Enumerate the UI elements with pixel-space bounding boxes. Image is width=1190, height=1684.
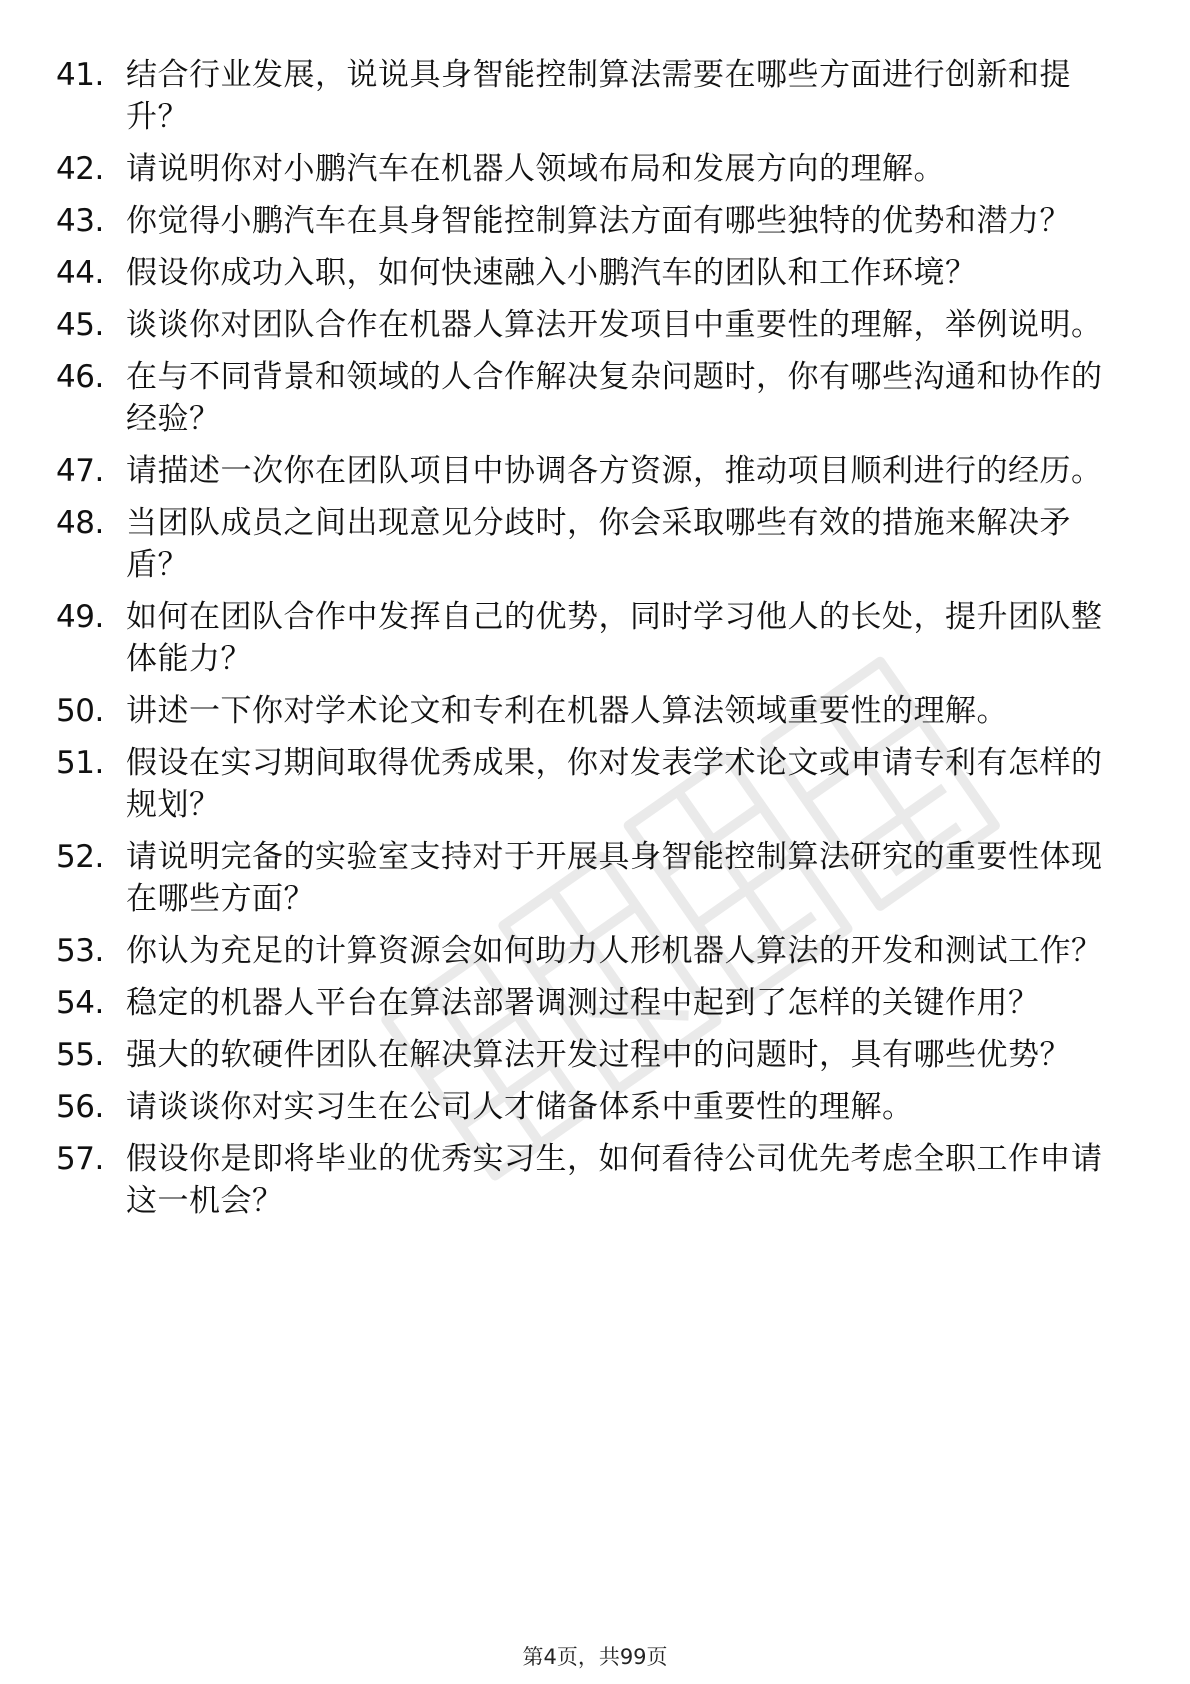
question-number: 49.: [56, 599, 104, 635]
question-number: 55.: [56, 1037, 104, 1073]
question-item: [56, 930, 1116, 972]
question-text: 强大的软硬件团队在解决算法开发过程中的问题时，具有哪些优势？: [126, 1037, 1071, 1073]
question-item: [56, 1138, 1116, 1222]
question-list: [56, 54, 1116, 1232]
question-text: 假设你成功入职，如何快速融入小鹏汽车的团队和工作环境？: [126, 255, 977, 291]
question-number: 50.: [56, 693, 104, 729]
question-number: 53.: [56, 933, 104, 969]
question-number: 45.: [56, 307, 104, 343]
question-text: 如何在团队合作中发挥自己的优势，同时学习他人的长处，提升团队整体能力？: [126, 599, 1103, 677]
question-number: 54.: [56, 985, 104, 1021]
question-text: 谈谈你对团队合作在机器人算法开发项目中重要性的理解，举例说明。: [126, 307, 1103, 343]
question-text: 稳定的机器人平台在算法部署调测过程中起到了怎样的关键作用？: [126, 985, 1040, 1021]
question-number: 57.: [56, 1141, 104, 1177]
question-item: [56, 200, 1116, 242]
question-number: 47.: [56, 453, 104, 489]
question-number: 42.: [56, 151, 104, 187]
question-text: 请描述一次你在团队项目中协调各方资源，推动项目顺利进行的经历。: [126, 453, 1103, 489]
question-item: [56, 982, 1116, 1024]
question-item: [56, 1086, 1116, 1128]
question-number: 52.: [56, 839, 104, 875]
question-item: [56, 502, 1116, 586]
question-number: 44.: [56, 255, 104, 291]
question-item: [56, 54, 1116, 138]
question-item: [56, 304, 1116, 346]
question-item: [56, 742, 1116, 826]
question-number: 41.: [56, 57, 104, 93]
question-number: 56.: [56, 1089, 104, 1125]
question-text: 讲述一下你对学术论文和专利在机器人算法领域重要性的理解。: [126, 693, 1008, 729]
question-text: 当团队成员之间出现意见分歧时，你会采取哪些有效的措施来解决矛盾？: [126, 505, 1071, 583]
question-text: 你认为充足的计算资源会如何助力人形机器人算法的开发和测试工作？: [126, 933, 1103, 969]
question-text: 你觉得小鹏汽车在具身智能控制算法方面有哪些独特的优势和潜力？: [126, 203, 1071, 239]
question-text: 假设你是即将毕业的优秀实习生，如何看待公司优先考虑全职工作申请这一机会？: [126, 1141, 1103, 1219]
question-item: [56, 836, 1116, 920]
question-item: [56, 356, 1116, 440]
question-item: [56, 690, 1116, 732]
question-number: 46.: [56, 359, 104, 395]
question-text: 请谈谈你对实习生在公司人才储备体系中重要性的理解。: [126, 1089, 914, 1125]
question-text: 结合行业发展，说说具身智能控制算法需要在哪些方面进行创新和提升？: [126, 57, 1071, 135]
page-number-footer: 第4页，共99页: [522, 1645, 668, 1669]
question-item: [56, 252, 1116, 294]
question-text: 请说明完备的实验室支持对于开展具身智能控制算法研究的重要性体现在哪些方面？: [126, 839, 1103, 917]
question-number: 43.: [56, 203, 104, 239]
question-text: 请说明你对小鹏汽车在机器人领域布局和发展方向的理解。: [126, 151, 945, 187]
question-text: 在与不同背景和领域的人合作解决复杂问题时，你有哪些沟通和协作的经验？: [126, 359, 1103, 437]
question-text: 假设在实习期间取得优秀成果，你对发表学术论文或申请专利有怎样的规划？: [126, 745, 1103, 823]
question-item: [56, 596, 1116, 680]
question-number: 51.: [56, 745, 104, 781]
question-item: [56, 148, 1116, 190]
question-number: 48.: [56, 505, 104, 541]
question-item: [56, 1034, 1116, 1076]
question-item: [56, 450, 1116, 492]
